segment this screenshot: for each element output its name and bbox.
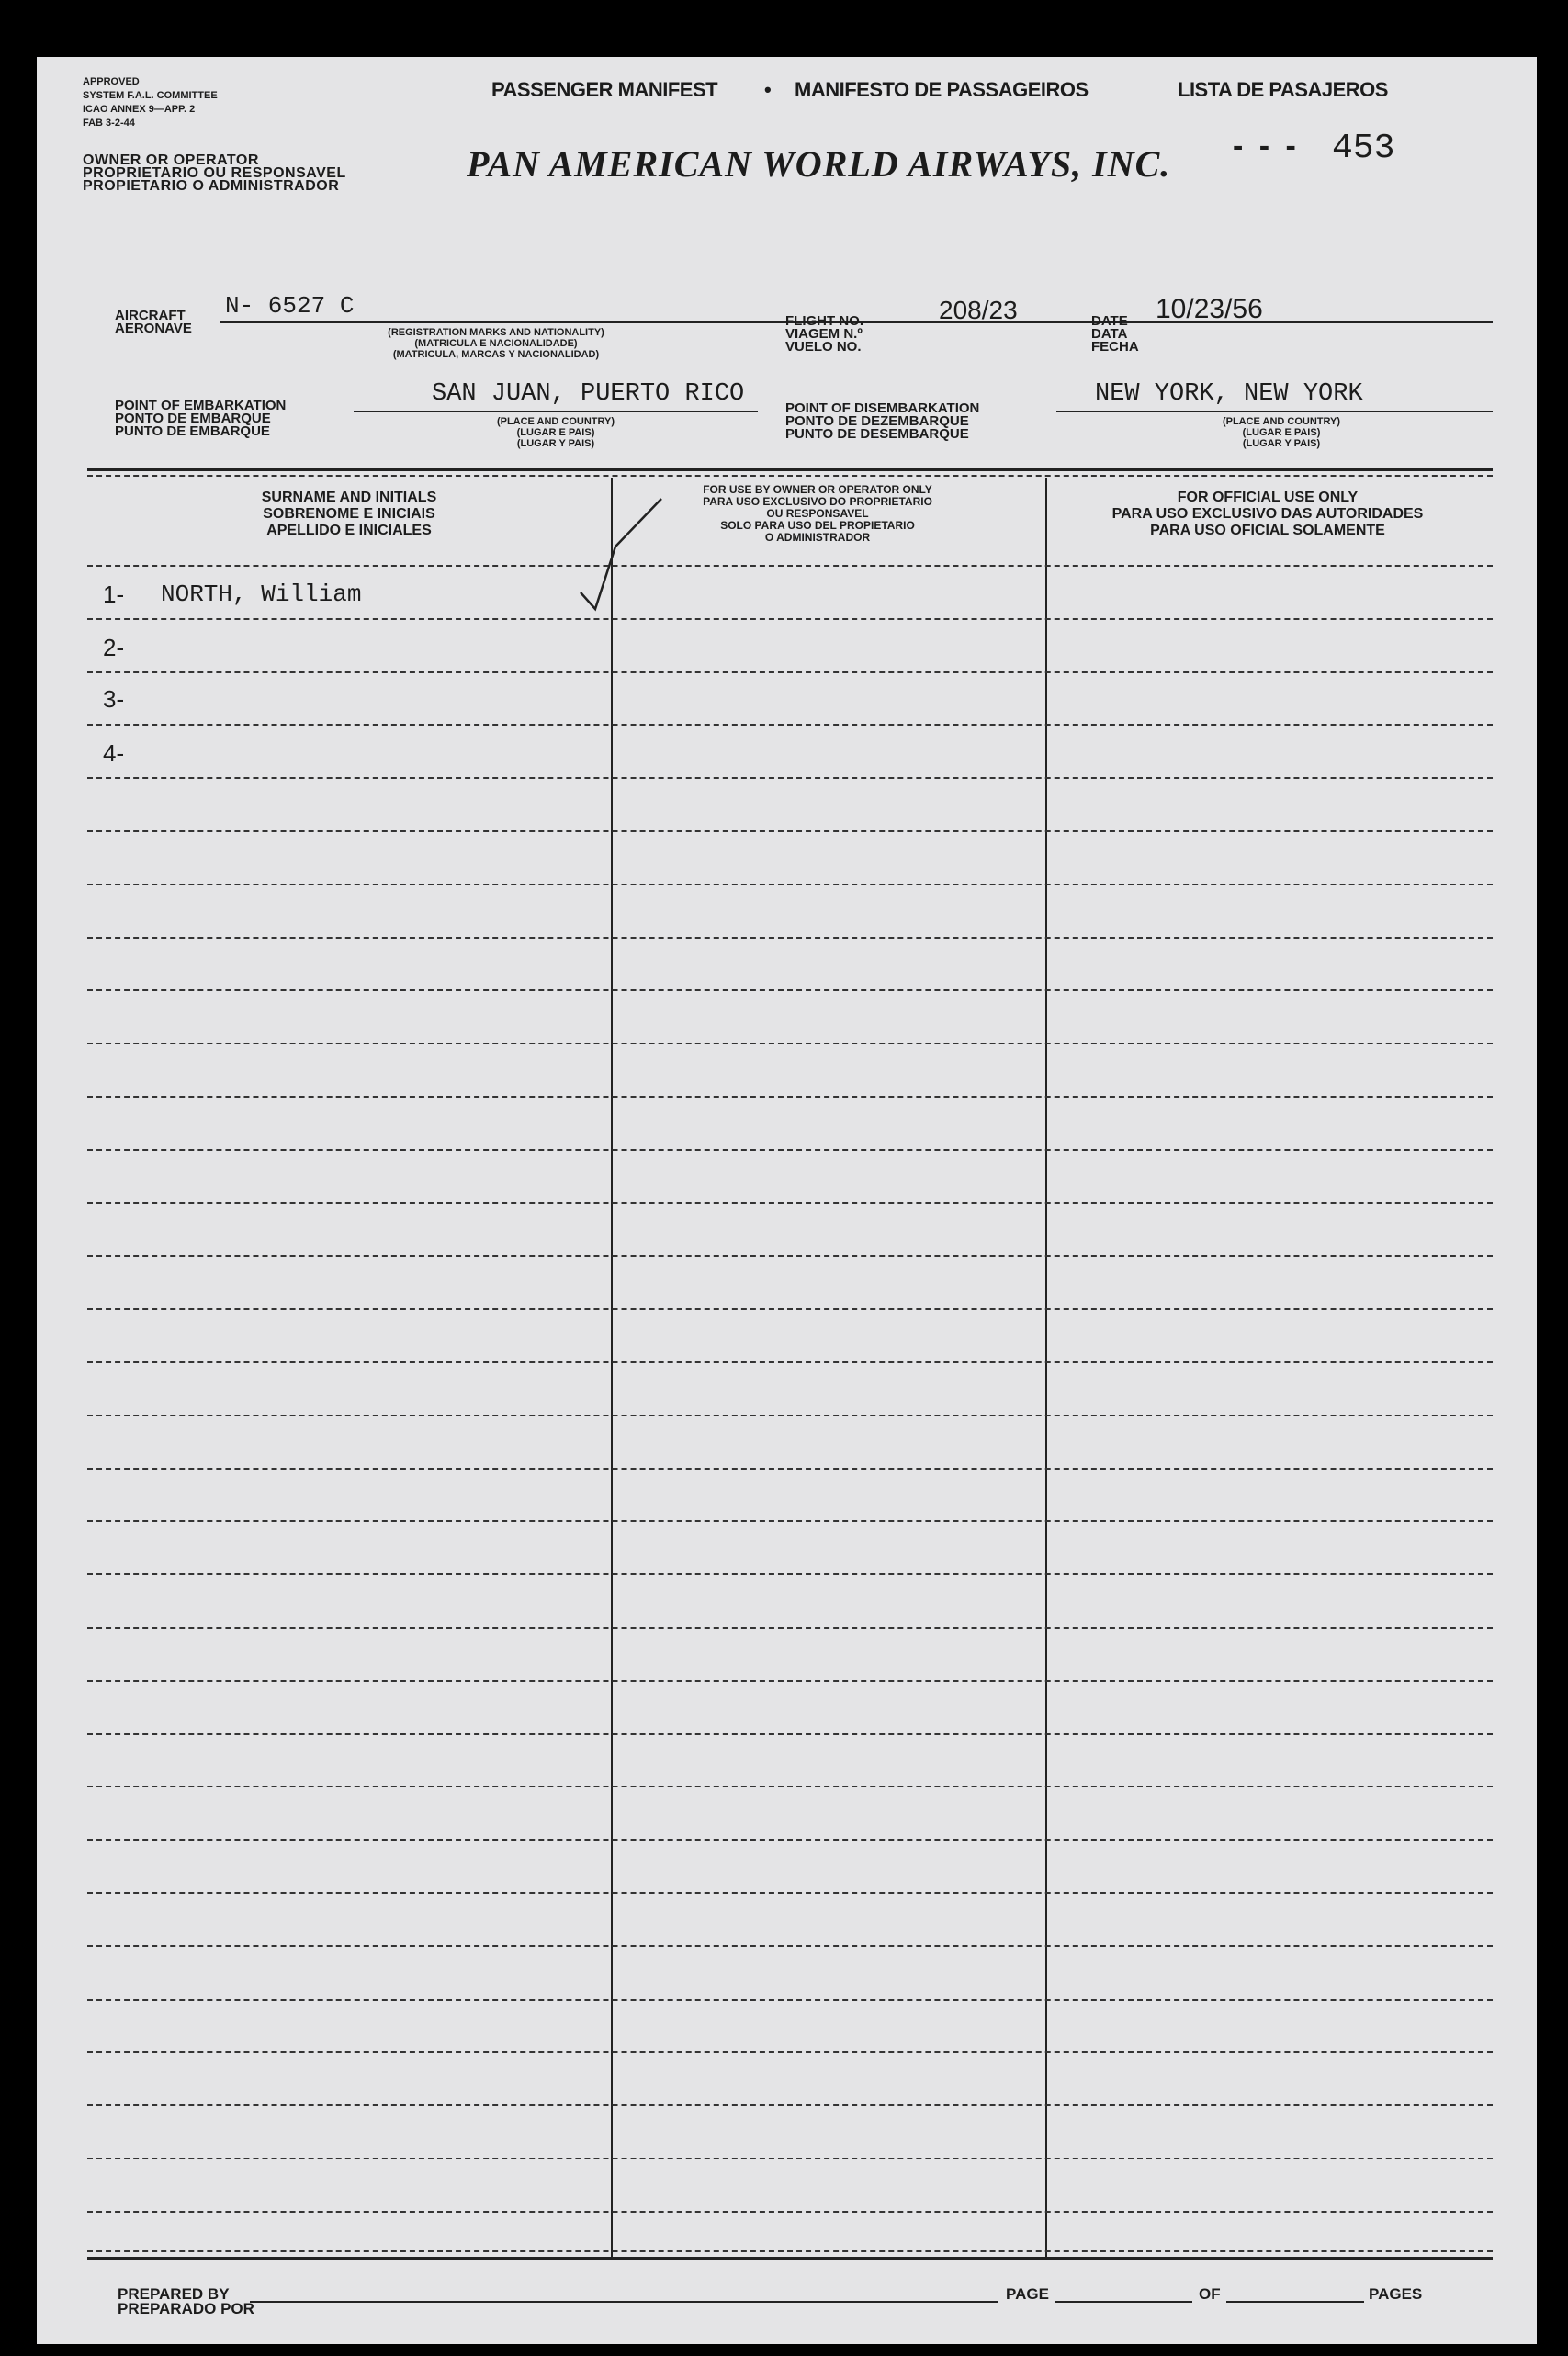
aircraft-sub: (MATRICULA, MARCAS Y NACIONALIDAD) [392, 349, 600, 360]
approval-line: SYSTEM F.A.L. COMMITTEE [83, 90, 218, 101]
approval-block [83, 75, 218, 130]
row-number: 3- [103, 685, 125, 713]
row-number: 1- [103, 581, 125, 608]
row-rule [87, 1945, 1493, 1947]
column-head-line: PARA USO EXCLUSIVO DAS AUTORIDADES [1111, 506, 1424, 522]
aircraft-label [115, 310, 192, 335]
date-label [1091, 315, 1139, 354]
row-rule [87, 1892, 1493, 1894]
disembarkation-label-line: PUNTO DE DESEMBARQUE [785, 426, 969, 442]
row-rule [87, 1733, 1493, 1735]
sheet-number: 453 [1332, 129, 1395, 168]
column-head-line: SOLO PARA USO DEL PROPIETARIO [720, 519, 915, 532]
title-portuguese: MANIFESTO DE PASSAGEIROS [795, 78, 1089, 101]
number-dashes: - - - [1233, 129, 1300, 163]
row-rule [87, 1415, 1493, 1416]
row-rule [87, 830, 1493, 832]
approval-line: FAB 3-2-44 [83, 118, 135, 129]
row-rule [87, 1627, 1493, 1629]
embarkation-label-line: PONTO DE EMBARQUE [115, 411, 271, 426]
page-label: PAGE [1006, 2285, 1049, 2303]
column-head-line: OU RESPONSAVEL [766, 507, 869, 520]
aircraft-value: N- 6527 C [225, 292, 355, 320]
aircraft-label-en: AIRCRAFT [115, 308, 186, 323]
of-label: OF [1199, 2285, 1221, 2303]
disembarkation-value: NEW YORK, NEW YORK [1095, 380, 1363, 408]
row-rule [87, 989, 1493, 991]
approval-line: APPROVED [83, 76, 140, 87]
column-head-line: PARA USO EXCLUSIVO DO PROPRIETARIO [703, 495, 932, 508]
table-bottom-rule-2 [87, 2257, 1493, 2260]
title-separator: • [764, 78, 772, 101]
row-rule [87, 1043, 1493, 1044]
row-rule [87, 2158, 1493, 2159]
date-label-line: DATA [1091, 326, 1128, 342]
disembarkation-sub: (PLACE AND COUNTRY) [1222, 416, 1341, 427]
column-head-official [1047, 490, 1488, 539]
aircraft-sub: (MATRICULA E NACIONALIDADE) [414, 338, 578, 349]
table-bottom-rule [87, 2250, 1493, 2252]
column-head-operator [625, 484, 1010, 544]
disembarkation-sub: (LUGAR Y PAIS) [1242, 438, 1321, 449]
embarkation-sub: (LUGAR Y PAIS) [516, 438, 595, 449]
checkmark-icon [570, 491, 671, 615]
passenger-name: NORTH, William [161, 581, 362, 608]
row-rule [87, 2211, 1493, 2213]
column-divider [1045, 478, 1047, 2260]
aircraft-sub: (REGISTRATION MARKS AND NATIONALITY) [388, 327, 604, 338]
owner-label-block [83, 154, 346, 193]
owner-label: PROPIETARIO O ADMINISTRADOR [83, 178, 340, 194]
date-value: 10/23/56 [1156, 294, 1263, 324]
disembarkation-underline [1056, 411, 1493, 412]
column-head-line: APELLIDO E INICIALES [266, 523, 432, 538]
table-top-rule-2 [87, 475, 1493, 477]
approval-line: ICAO ANNEX 9—APP. 2 [83, 104, 196, 115]
embarkation-sub: (PLACE AND COUNTRY) [496, 416, 615, 427]
pages-label: PAGES [1369, 2285, 1423, 2303]
owner-label: OWNER OR OPERATOR [83, 152, 259, 168]
column-head-line: SOBRENOME E INICIAIS [263, 506, 435, 522]
row-rule [87, 1786, 1493, 1787]
column-head-line: FOR USE BY OWNER OR OPERATOR ONLY [703, 483, 932, 496]
title-english: PASSENGER MANIFEST [491, 78, 718, 101]
embarkation-underline [354, 411, 758, 412]
row-rule [87, 1573, 1493, 1575]
flight-label-line: VIAGEM N.º [785, 326, 863, 342]
prepared-by-label [118, 2287, 254, 2317]
embarkation-label-line: PUNTO DE EMBARQUE [115, 423, 270, 439]
disembarkation-label-line: POINT OF DISEMBARKATION [785, 400, 980, 416]
column-head-names [165, 490, 533, 539]
row-rule [87, 565, 1493, 567]
row-rule [87, 2051, 1493, 2053]
date-label-line: DATE [1091, 313, 1128, 329]
row-rule [87, 884, 1493, 885]
prepared-line: PREPARED BY [118, 2285, 230, 2303]
row-rule [87, 724, 1493, 726]
title-spanish: LISTA DE PASAJEROS [1178, 78, 1388, 101]
date-label-line: FECHA [1091, 339, 1139, 355]
row-rule [87, 2104, 1493, 2106]
row-rule [87, 1202, 1493, 1204]
flight-label [785, 315, 863, 354]
row-rule [87, 1149, 1493, 1151]
row-number: 4- [103, 739, 125, 767]
row-rule [87, 777, 1493, 779]
company-name: PAN AMERICAN WORLD AIRWAYS, INC. [467, 143, 1171, 185]
flight-label-line: FLIGHT NO. [785, 313, 863, 329]
prepared-by-line [250, 2301, 998, 2303]
flight-label-line: VUELO NO. [785, 339, 862, 355]
of-line [1226, 2301, 1364, 2303]
table-top-rule [87, 468, 1493, 471]
row-rule [87, 618, 1493, 620]
embarkation-sublabels [441, 416, 671, 449]
embarkation-label [115, 400, 286, 438]
disembarkation-sub: (LUGAR E PAIS) [1242, 427, 1321, 438]
row-rule [87, 671, 1493, 673]
disembarkation-label [785, 402, 979, 441]
row-rule [87, 1096, 1493, 1098]
embarkation-value: SAN JUAN, PUERTO RICO [432, 380, 745, 408]
aircraft-sublabels [312, 327, 680, 360]
page-line [1055, 2301, 1192, 2303]
disembarkation-label-line: PONTO DE DEZEMBARQUE [785, 413, 969, 429]
owner-label: PROPRIETARIO OU RESPONSAVEL [83, 165, 346, 181]
row-rule [87, 1308, 1493, 1310]
row-rule [87, 1999, 1493, 2001]
row-number: 2- [103, 634, 125, 661]
column-divider [611, 478, 613, 2260]
row-rule [87, 1839, 1493, 1841]
row-rule [87, 1361, 1493, 1363]
column-head-line: SURNAME AND INITIALS [261, 490, 437, 505]
disembarkation-sublabels [1162, 416, 1401, 449]
flight-value: 208/23 [939, 296, 1018, 324]
row-rule [87, 1520, 1493, 1522]
aircraft-label-es: AERONAVE [115, 321, 192, 336]
row-rule [87, 1680, 1493, 1682]
row-rule [87, 1468, 1493, 1470]
row-rule [87, 1255, 1493, 1257]
embarkation-sub: (LUGAR E PAIS) [516, 427, 595, 438]
prepared-line: PREPARADO POR [118, 2300, 254, 2317]
column-head-line: PARA USO OFICIAL SOLAMENTE [1150, 523, 1385, 538]
embarkation-label-line: POINT OF EMBARKATION [115, 398, 287, 413]
column-head-line: FOR OFFICIAL USE ONLY [1177, 490, 1359, 505]
column-head-line: O ADMINISTRADOR [764, 531, 871, 544]
row-rule [87, 937, 1493, 939]
